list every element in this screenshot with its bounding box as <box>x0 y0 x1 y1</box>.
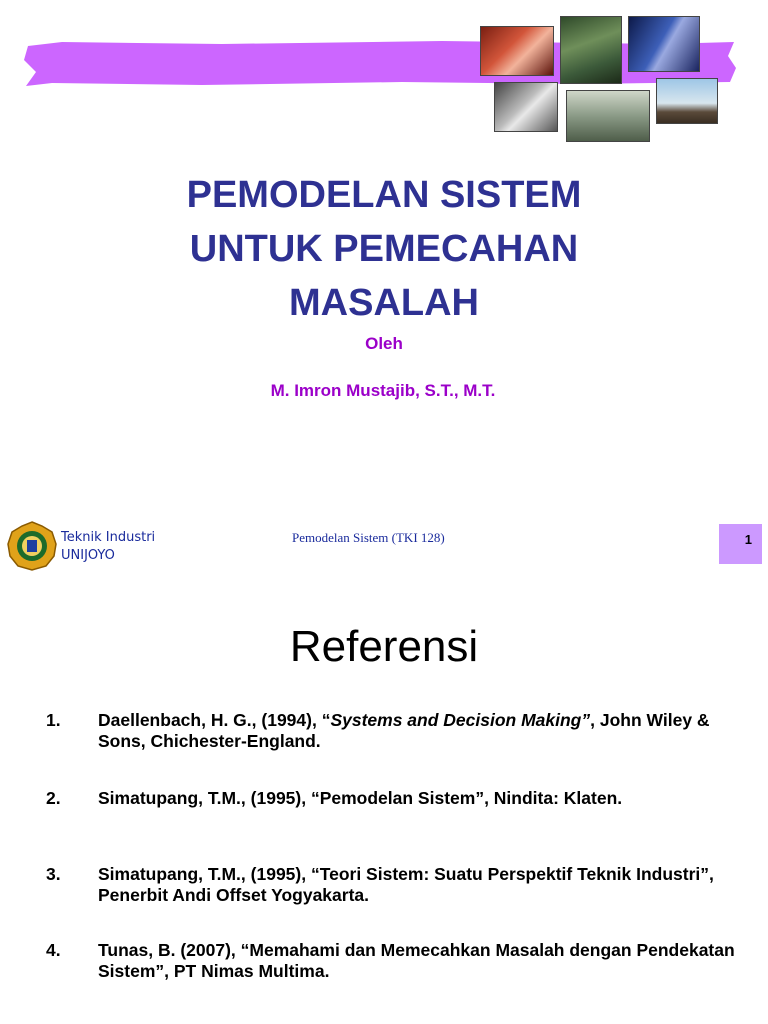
reference-number: 3. <box>46 864 61 884</box>
references-title: Referensi <box>289 622 479 671</box>
reference-book-title: Systems and Decision Making” <box>330 710 591 730</box>
university-name: UNIJOYO <box>61 548 115 563</box>
university-logo-icon <box>6 520 58 572</box>
factory-workers-photo-icon <box>560 16 622 84</box>
machine-part-photo-icon <box>494 82 558 132</box>
reference-text-part: Daellenbach, H. G., (1994), “ <box>98 710 331 730</box>
references-slide <box>0 586 768 1024</box>
title-line-2: UNTUK PEMECAHAN <box>189 228 579 270</box>
power-plant-photo-icon <box>656 78 718 124</box>
department-label <box>61 529 155 565</box>
reference-text-part: , John Wiley & Sons, Chichester-England. <box>98 710 710 751</box>
people-motion-photo-icon <box>628 16 700 72</box>
reference-number: 1. <box>46 710 61 730</box>
department-name: Teknik Industri <box>61 530 156 545</box>
warehouse-photo-icon <box>566 90 650 142</box>
title-line-1: PEMODELAN SISTEM <box>186 174 582 216</box>
reference-text <box>98 710 738 752</box>
reference-number: 2. <box>46 788 61 808</box>
page-number-badge: 1 <box>719 524 762 564</box>
reference-text: Simatupang, T.M., (1995), “Pemodelan Sistem”, Nindita: Klaten. <box>98 788 623 808</box>
reference-text: Tunas, B. (2007), “Memahami dan Memecahkan Masalah dengan Pendekatan Sistem”, PT Nimas Multima. <box>98 940 735 981</box>
reference-number: 4. <box>46 940 61 960</box>
by-label: Oleh <box>365 334 403 353</box>
industrial-photo-icon <box>480 26 554 76</box>
reference-text: Simatupang, T.M., (1995), “Teori Sistem: Suatu Perspektif Teknik Industri”, Penerbit Andi Offset Yogyakarta. <box>98 864 714 905</box>
title-line-3: MASALAH <box>289 282 479 324</box>
course-label: Pemodelan Sistem (TKI 128) <box>292 530 445 545</box>
slide-title <box>70 168 698 330</box>
author-name: M. Imron Mustajib, S.T., M.T. <box>270 381 496 400</box>
